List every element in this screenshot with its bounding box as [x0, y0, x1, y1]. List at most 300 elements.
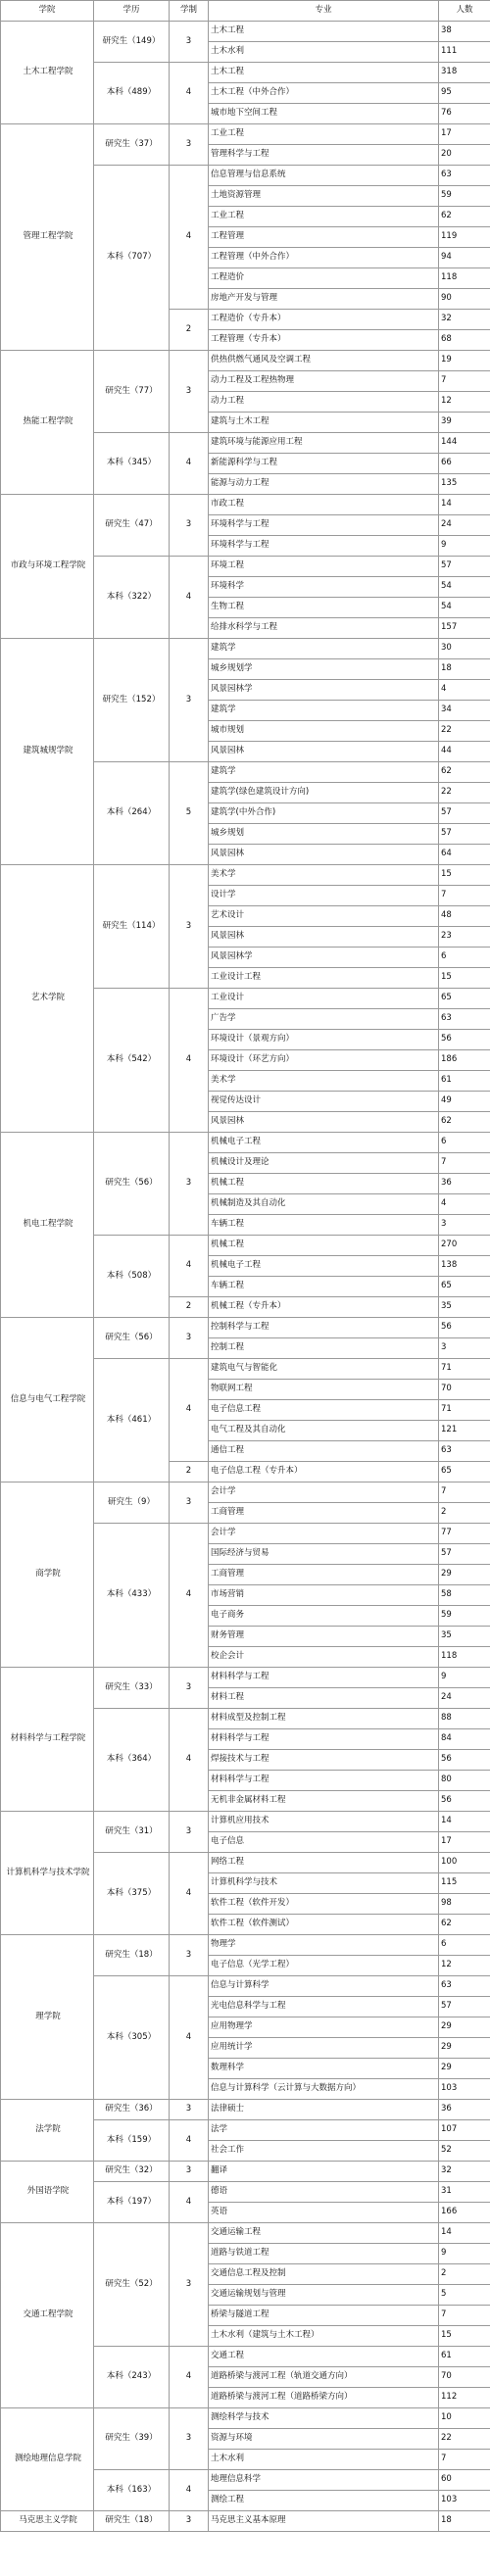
major-cell: 工商管理 — [209, 1503, 439, 1524]
major-cell: 计算机科学与技术 — [209, 1873, 439, 1894]
college-name: 材料科学与工程学院 — [1, 1668, 94, 1812]
major-cell: 材料成型及控制工程 — [209, 1709, 439, 1729]
count-cell: 77 — [439, 1524, 490, 1544]
major-cell: 设计学 — [209, 886, 439, 906]
count-cell: 119 — [439, 227, 490, 248]
count-cell: 76 — [439, 104, 490, 124]
major-cell: 国际经济与贸易 — [209, 1544, 439, 1565]
major-cell: 道路与铁道工程 — [209, 2244, 439, 2264]
count-cell: 70 — [439, 2367, 490, 2388]
major-cell: 信息管理与信息系统 — [209, 166, 439, 186]
major-cell: 控制科学与工程 — [209, 1318, 439, 1338]
table-row — [1, 1668, 490, 1688]
count-cell: 31 — [439, 2182, 490, 2203]
college-name: 测绘地理信息学院 — [1, 2408, 94, 2511]
table-row — [1, 1482, 490, 1503]
years-cell: 4 — [170, 166, 209, 310]
header-years: 学制 — [170, 1, 209, 22]
count-cell: 9 — [439, 1668, 490, 1688]
major-cell: 应用统计学 — [209, 2038, 439, 2059]
major-cell: 能源与动力工程 — [209, 474, 439, 495]
count-cell: 24 — [439, 1688, 490, 1709]
major-cell: 应用物理学 — [209, 2017, 439, 2038]
count-cell: 57 — [439, 1544, 490, 1565]
major-cell: 交通运输工程 — [209, 2223, 439, 2244]
major-cell: 马克思主义基本原理 — [209, 2511, 439, 2532]
major-cell: 财务管理 — [209, 1627, 439, 1647]
college-name: 管理工程学院 — [1, 124, 94, 351]
count-cell: 135 — [439, 474, 490, 495]
college-name: 建筑城规学院 — [1, 639, 94, 865]
count-cell: 270 — [439, 1236, 490, 1256]
major-cell: 德语 — [209, 2182, 439, 2203]
major-cell: 土木水利 — [209, 2450, 439, 2470]
major-cell: 土木工程（中外合作） — [209, 83, 439, 104]
major-cell: 交通运输规划与管理 — [209, 2285, 439, 2306]
count-cell: 318 — [439, 63, 490, 83]
count-cell: 121 — [439, 1421, 490, 1441]
level-cell: 本科（375） — [94, 1853, 170, 1935]
level-cell: 本科（159） — [94, 2120, 170, 2162]
table-row — [1, 865, 490, 886]
years-cell: 4 — [170, 2470, 209, 2511]
level-cell: 本科（364） — [94, 1709, 170, 1812]
count-cell: 52 — [439, 2141, 490, 2162]
level-cell: 本科（461） — [94, 1359, 170, 1482]
count-cell: 57 — [439, 557, 490, 577]
count-cell: 29 — [439, 2017, 490, 2038]
count-cell: 3 — [439, 1338, 490, 1359]
major-cell: 新能源科学与工程 — [209, 454, 439, 474]
major-cell: 市场营销 — [209, 1585, 439, 1606]
table-row — [1, 2511, 490, 2532]
years-cell: 4 — [170, 2347, 209, 2408]
level-cell: 研究生（39） — [94, 2408, 170, 2470]
level-cell: 研究生（18） — [94, 1935, 170, 1976]
count-cell: 118 — [439, 1647, 490, 1668]
count-cell: 58 — [439, 1585, 490, 1606]
major-cell: 车辆工程 — [209, 1277, 439, 1297]
major-cell: 工商管理 — [209, 1565, 439, 1585]
major-cell: 机械工程（专升本） — [209, 1297, 439, 1318]
level-cell: 研究生（33） — [94, 1668, 170, 1709]
count-cell: 63 — [439, 166, 490, 186]
count-cell: 5 — [439, 2285, 490, 2306]
major-cell: 机械工程 — [209, 1174, 439, 1194]
level-cell: 本科（508） — [94, 1236, 170, 1318]
count-cell: 71 — [439, 1359, 490, 1380]
count-cell: 7 — [439, 886, 490, 906]
college-name: 机电工程学院 — [1, 1133, 94, 1318]
major-cell: 计算机应用技术 — [209, 1812, 439, 1832]
major-cell: 会计学 — [209, 1482, 439, 1503]
major-cell: 翻译 — [209, 2162, 439, 2182]
count-cell: 6 — [439, 1133, 490, 1153]
years-cell: 4 — [170, 433, 209, 495]
major-cell: 软件工程（软件开发） — [209, 1894, 439, 1915]
years-cell: 3 — [170, 865, 209, 989]
years-cell: 3 — [170, 495, 209, 557]
major-cell: 电子信息 — [209, 1832, 439, 1853]
count-cell: 61 — [439, 2347, 490, 2367]
count-cell: 68 — [439, 330, 490, 351]
level-cell: 研究生（9） — [94, 1482, 170, 1524]
count-cell: 38 — [439, 22, 490, 42]
level-cell: 本科（345） — [94, 433, 170, 495]
major-cell: 土木工程 — [209, 22, 439, 42]
years-cell: 3 — [170, 2511, 209, 2532]
years-cell: 3 — [170, 1935, 209, 1976]
years-cell: 4 — [170, 557, 209, 639]
college-name: 热能工程学院 — [1, 351, 94, 495]
years-cell: 2 — [170, 310, 209, 351]
count-cell: 18 — [439, 659, 490, 680]
years-cell: 4 — [170, 1709, 209, 1812]
years-cell: 3 — [170, 639, 209, 762]
count-cell: 7 — [439, 2306, 490, 2326]
major-cell: 材料科学与工程 — [209, 1668, 439, 1688]
count-cell: 112 — [439, 2388, 490, 2408]
years-cell: 3 — [170, 2100, 209, 2120]
major-cell: 广告学 — [209, 1009, 439, 1030]
major-cell: 工业工程 — [209, 207, 439, 227]
count-cell: 103 — [439, 2079, 490, 2100]
count-cell: 6 — [439, 948, 490, 968]
count-cell: 57 — [439, 1997, 490, 2017]
major-cell: 建筑学 — [209, 639, 439, 659]
years-cell: 3 — [170, 22, 209, 63]
count-cell: 22 — [439, 783, 490, 803]
major-cell: 社会工作 — [209, 2141, 439, 2162]
count-cell: 84 — [439, 1729, 490, 1750]
college-name: 马克思主义学院 — [1, 2511, 94, 2532]
count-cell: 54 — [439, 577, 490, 598]
years-cell: 3 — [170, 2408, 209, 2470]
count-cell: 144 — [439, 433, 490, 454]
major-cell: 土地资源管理 — [209, 186, 439, 207]
count-cell: 62 — [439, 762, 490, 783]
years-cell: 3 — [170, 351, 209, 433]
count-cell: 4 — [439, 680, 490, 701]
major-cell: 地理信息科学 — [209, 2470, 439, 2491]
major-cell: 环境科学 — [209, 577, 439, 598]
count-cell: 12 — [439, 1956, 490, 1976]
years-cell: 4 — [170, 63, 209, 124]
major-cell: 动力工程 — [209, 392, 439, 413]
table-row — [1, 2408, 490, 2429]
header-college: 学院 — [1, 1, 94, 22]
table-row — [1, 124, 490, 145]
level-cell: 本科（305） — [94, 1976, 170, 2100]
years-cell: 3 — [170, 1318, 209, 1359]
major-cell: 光电信息科学与工程 — [209, 1997, 439, 2017]
count-cell: 59 — [439, 186, 490, 207]
major-cell: 建筑学(绿色建筑设计方向) — [209, 783, 439, 803]
major-cell: 风景园林学 — [209, 948, 439, 968]
years-cell: 4 — [170, 1524, 209, 1668]
count-cell: 39 — [439, 413, 490, 433]
major-cell: 供热供燃气通风及空调工程 — [209, 351, 439, 371]
table-row — [1, 22, 490, 42]
major-cell: 工程管理（中外合作） — [209, 248, 439, 268]
count-cell: 60 — [439, 2470, 490, 2491]
years-cell: 3 — [170, 1668, 209, 1709]
count-cell: 15 — [439, 2326, 490, 2347]
count-cell: 29 — [439, 2059, 490, 2079]
count-cell: 44 — [439, 742, 490, 762]
level-cell: 本科（163） — [94, 2470, 170, 2511]
major-cell: 物理学 — [209, 1935, 439, 1956]
count-cell: 56 — [439, 1030, 490, 1050]
college-name: 外国语学院 — [1, 2162, 94, 2223]
count-cell: 186 — [439, 1050, 490, 1071]
count-cell: 107 — [439, 2120, 490, 2141]
major-cell: 工业工程 — [209, 124, 439, 145]
count-cell: 71 — [439, 1400, 490, 1421]
count-cell: 98 — [439, 1894, 490, 1915]
major-cell: 城乡规划 — [209, 824, 439, 845]
major-cell: 风景园林 — [209, 927, 439, 948]
table-row — [1, 2100, 490, 2120]
count-cell: 7 — [439, 1482, 490, 1503]
level-cell: 研究生（31） — [94, 1812, 170, 1853]
college-name: 法学院 — [1, 2100, 94, 2162]
major-cell: 电子信息工程（专升本） — [209, 1462, 439, 1482]
level-cell: 研究生（56） — [94, 1133, 170, 1236]
major-cell: 软件工程（软件测试） — [209, 1915, 439, 1935]
major-cell: 机械电子工程 — [209, 1133, 439, 1153]
count-cell: 9 — [439, 536, 490, 557]
college-name: 交通工程学院 — [1, 2223, 94, 2408]
count-cell: 32 — [439, 2162, 490, 2182]
table-header-row — [1, 1, 490, 22]
major-cell: 桥梁与隧道工程 — [209, 2306, 439, 2326]
major-cell: 土木水利（建筑与土木工程） — [209, 2326, 439, 2347]
count-cell: 66 — [439, 454, 490, 474]
major-cell: 动力工程及工程热物理 — [209, 371, 439, 392]
college-name: 市政与环境工程学院 — [1, 495, 94, 639]
major-cell: 生物工程 — [209, 598, 439, 618]
table-row — [1, 1318, 490, 1338]
count-cell: 15 — [439, 968, 490, 989]
table-row — [1, 495, 490, 515]
level-cell: 研究生（56） — [94, 1318, 170, 1359]
years-cell: 4 — [170, 1976, 209, 2100]
major-cell: 校企会计 — [209, 1647, 439, 1668]
major-cell: 城市规划 — [209, 721, 439, 742]
major-cell: 控制工程 — [209, 1338, 439, 1359]
major-cell: 土木工程 — [209, 63, 439, 83]
major-cell: 会计学 — [209, 1524, 439, 1544]
table-row — [1, 1133, 490, 1153]
major-cell: 信息与计算科学 — [209, 1976, 439, 1997]
major-cell: 通信工程 — [209, 1441, 439, 1462]
major-cell: 交通信息工程及控制 — [209, 2264, 439, 2285]
major-cell: 材料工程 — [209, 1688, 439, 1709]
level-cell: 本科（433） — [94, 1524, 170, 1668]
count-cell: 17 — [439, 1832, 490, 1853]
level-cell: 研究生（149） — [94, 22, 170, 63]
count-cell: 30 — [439, 639, 490, 659]
count-cell: 95 — [439, 83, 490, 104]
count-cell: 62 — [439, 1915, 490, 1935]
major-cell: 物联网工程 — [209, 1380, 439, 1400]
major-cell: 建筑学 — [209, 701, 439, 721]
major-cell: 电气工程及其自动化 — [209, 1421, 439, 1441]
level-cell: 研究生（114） — [94, 865, 170, 989]
major-cell: 给排水科学与工程 — [209, 618, 439, 639]
major-cell: 机械工程 — [209, 1236, 439, 1256]
major-cell: 工程管理 — [209, 227, 439, 248]
years-cell: 4 — [170, 1853, 209, 1935]
college-name: 艺术学院 — [1, 865, 94, 1133]
count-cell: 111 — [439, 42, 490, 63]
years-cell: 3 — [170, 1133, 209, 1236]
count-cell: 4 — [439, 1194, 490, 1215]
table-row — [1, 639, 490, 659]
years-cell: 4 — [170, 1236, 209, 1297]
count-cell: 24 — [439, 515, 490, 536]
count-cell: 35 — [439, 1627, 490, 1647]
count-cell: 36 — [439, 1174, 490, 1194]
count-cell: 94 — [439, 248, 490, 268]
count-cell: 63 — [439, 1009, 490, 1030]
count-cell: 88 — [439, 1709, 490, 1729]
major-cell: 电子信息（光学工程） — [209, 1956, 439, 1976]
major-cell: 机械电子工程 — [209, 1256, 439, 1277]
level-cell: 研究生（47） — [94, 495, 170, 557]
count-cell: 29 — [439, 2038, 490, 2059]
count-cell: 103 — [439, 2491, 490, 2511]
years-cell: 3 — [170, 2162, 209, 2182]
major-cell: 材料科学与工程 — [209, 1729, 439, 1750]
count-cell: 48 — [439, 906, 490, 927]
count-cell: 90 — [439, 289, 490, 310]
major-cell: 建筑电气与智能化 — [209, 1359, 439, 1380]
major-cell: 风景园林 — [209, 845, 439, 865]
table-row — [1, 1935, 490, 1956]
count-cell: 80 — [439, 1771, 490, 1791]
level-cell: 研究生（77） — [94, 351, 170, 433]
major-cell: 机械设计及理论 — [209, 1153, 439, 1174]
table-row — [1, 1812, 490, 1832]
count-cell: 23 — [439, 927, 490, 948]
major-cell: 美术学 — [209, 865, 439, 886]
major-cell: 网络工程 — [209, 1853, 439, 1873]
college-name: 信息与电气工程学院 — [1, 1318, 94, 1482]
major-cell: 艺术设计 — [209, 906, 439, 927]
count-cell: 14 — [439, 495, 490, 515]
major-cell: 道路桥梁与渡河工程（轨道交通方向） — [209, 2367, 439, 2388]
major-cell: 风景园林 — [209, 1112, 439, 1133]
major-cell: 视觉传达设计 — [209, 1092, 439, 1112]
table-row — [1, 2162, 490, 2182]
count-cell: 65 — [439, 1277, 490, 1297]
level-cell: 本科（264） — [94, 762, 170, 865]
count-cell: 157 — [439, 618, 490, 639]
level-cell: 研究生（18） — [94, 2511, 170, 2532]
level-cell: 本科（197） — [94, 2182, 170, 2223]
level-cell: 研究生（37） — [94, 124, 170, 166]
count-cell: 166 — [439, 2203, 490, 2223]
major-cell: 测绘工程 — [209, 2491, 439, 2511]
count-cell: 100 — [439, 1853, 490, 1873]
major-cell: 管理科学与工程 — [209, 145, 439, 166]
major-cell: 环境科学与工程 — [209, 515, 439, 536]
years-cell: 4 — [170, 2120, 209, 2162]
years-cell: 2 — [170, 1462, 209, 1482]
count-cell: 7 — [439, 1153, 490, 1174]
major-cell: 建筑与土木工程 — [209, 413, 439, 433]
major-cell: 房地产开发与管理 — [209, 289, 439, 310]
major-cell: 机械制造及其自动化 — [209, 1194, 439, 1215]
years-cell: 4 — [170, 1359, 209, 1462]
count-cell: 62 — [439, 207, 490, 227]
college-name: 土木工程学院 — [1, 22, 94, 124]
major-cell: 交通工程 — [209, 2347, 439, 2367]
header-major: 专业 — [209, 1, 439, 22]
level-cell: 本科（542） — [94, 989, 170, 1133]
count-cell: 118 — [439, 268, 490, 289]
major-cell: 法律硕士 — [209, 2100, 439, 2120]
count-cell: 62 — [439, 1112, 490, 1133]
major-cell: 建筑学(中外合作) — [209, 803, 439, 824]
count-cell: 22 — [439, 721, 490, 742]
count-cell: 19 — [439, 351, 490, 371]
count-cell: 6 — [439, 1935, 490, 1956]
major-cell: 材料科学与工程 — [209, 1771, 439, 1791]
years-cell: 4 — [170, 2182, 209, 2223]
count-cell: 115 — [439, 1873, 490, 1894]
college-name: 商学院 — [1, 1482, 94, 1668]
header-count: 人数 — [439, 1, 490, 22]
count-cell: 3 — [439, 1215, 490, 1236]
major-cell: 风景园林学 — [209, 680, 439, 701]
count-cell: 65 — [439, 1462, 490, 1482]
major-cell: 建筑学 — [209, 762, 439, 783]
level-cell: 本科（322） — [94, 557, 170, 639]
count-cell: 20 — [439, 145, 490, 166]
count-cell: 14 — [439, 1812, 490, 1832]
count-cell: 32 — [439, 310, 490, 330]
level-cell: 研究生（52） — [94, 2223, 170, 2347]
major-cell: 无机非金属材料工程 — [209, 1791, 439, 1812]
years-cell: 3 — [170, 124, 209, 166]
major-cell: 土木水利 — [209, 42, 439, 63]
count-cell: 7 — [439, 371, 490, 392]
count-cell: 56 — [439, 1750, 490, 1771]
years-cell: 4 — [170, 989, 209, 1133]
count-cell: 56 — [439, 1318, 490, 1338]
count-cell: 35 — [439, 1297, 490, 1318]
level-cell: 本科（489） — [94, 63, 170, 124]
count-cell: 57 — [439, 803, 490, 824]
count-cell: 9 — [439, 2244, 490, 2264]
level-cell: 本科（243） — [94, 2347, 170, 2408]
table-row — [1, 351, 490, 371]
count-cell: 29 — [439, 1565, 490, 1585]
count-cell: 63 — [439, 1976, 490, 1997]
major-cell: 工程造价 — [209, 268, 439, 289]
major-cell: 美术学 — [209, 1071, 439, 1092]
count-cell: 18 — [439, 2511, 490, 2532]
count-cell: 63 — [439, 1441, 490, 1462]
count-cell: 57 — [439, 824, 490, 845]
count-cell: 2 — [439, 1503, 490, 1524]
count-cell: 64 — [439, 845, 490, 865]
years-cell: 5 — [170, 762, 209, 865]
level-cell: 研究生（152） — [94, 639, 170, 762]
